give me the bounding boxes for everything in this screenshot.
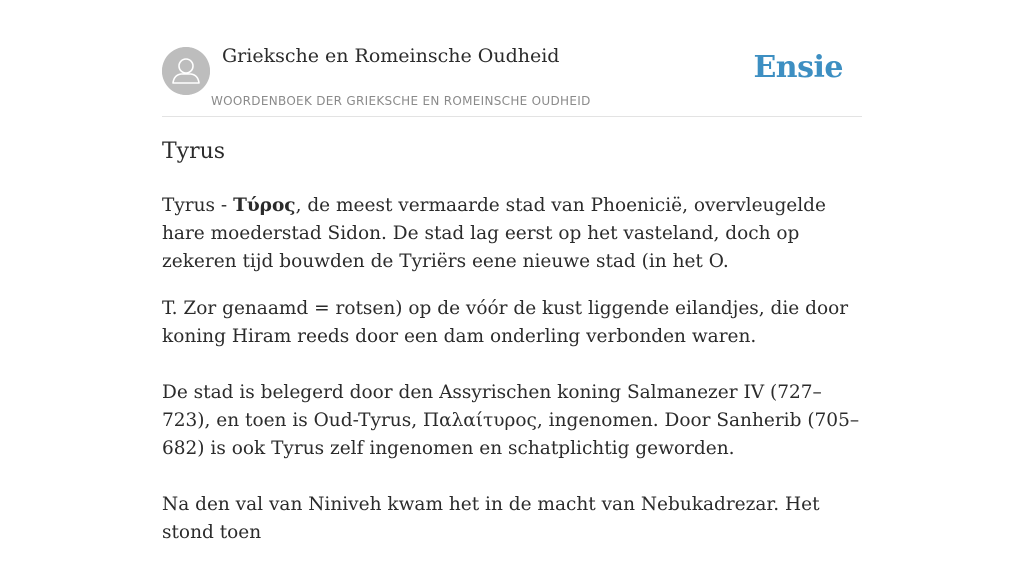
user-avatar-icon[interactable] <box>162 47 210 95</box>
site-subtitle: WOORDENBOEK DER GRIEKSCHE EN ROMEINSCHE OUDHEID <box>211 94 591 108</box>
entry-text: , de meest vermaarde stad van Phoenicië, overvleugelde hare moederstad Sidon. De stad lag eerst op het vasteland, doch op zekeren tijd bouwden de Tyriërs eene nieuwe stad (in het O. <box>162 195 826 272</box>
entry-title: Tyrus <box>162 139 226 164</box>
entry-term: Tyrus - <box>162 195 234 216</box>
entry-paragraph-2: T. Zor genaamd = rotsen) op de vóór de kust liggende eilandjes, die door koning Hiram reeds door een dam onderling verbonden waren. <box>162 298 849 347</box>
site-title[interactable]: Grieksche en Romeinsche Oudheid <box>222 45 560 67</box>
ensie-logo-link[interactable]: Ensie <box>753 50 843 85</box>
site-header <box>162 40 862 117</box>
entry-paragraph-3: De stad is belegerd door den Assyrischen koning Salmanezer IV (727–723), en toen is Oud-Tyrus, Παλαίτυρος, ingenomen. Door Sanherib (705–682) is ook Tyrus zelf ingenomen en schatplichtig geworden. <box>162 382 860 459</box>
entry-paragraph-4: Na den val van Niniveh kwam het in de macht van Nebukadrezar. Het stond toen <box>162 494 820 543</box>
entry-paragraph-1 <box>162 192 862 276</box>
greek-term: Τύρος <box>233 195 296 216</box>
entry-body <box>162 192 862 566</box>
